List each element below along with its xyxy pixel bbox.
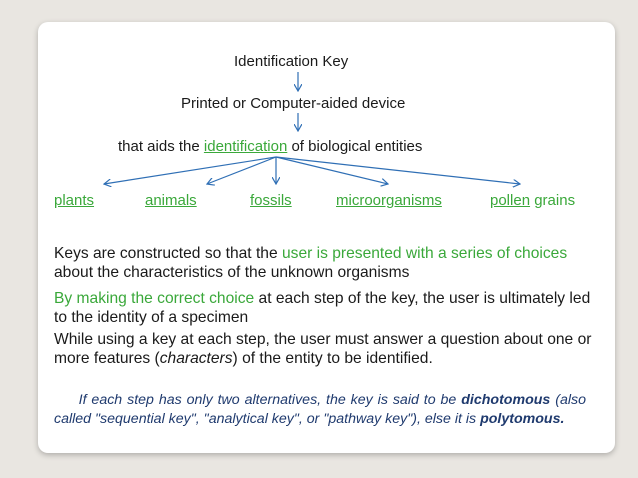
note-dichotomous: dichotomous — [461, 392, 551, 408]
p2-text-b: at each step of the key, the user is ultimately led to the identity of a specimen — [54, 290, 591, 326]
paragraph-3 — [54, 330, 599, 368]
p1-highlight: user is presented with a series of choices — [281, 245, 568, 262]
p3-characters: characters — [159, 350, 233, 367]
entity-pollen-link[interactable]: pollen — [490, 192, 531, 209]
paragraph-2 — [54, 289, 599, 327]
p1-text-a: Keys are constructed so that the — [54, 245, 282, 262]
p3-text-a: While using a key at each step, the user must answer a question about one or more features ( — [54, 331, 592, 367]
aids-prefix: that aids the — [118, 138, 204, 155]
arrow-to-plants — [104, 157, 276, 184]
entity-fossils[interactable]: fossils — [250, 192, 292, 209]
entity-microorganisms[interactable]: microorganisms — [336, 192, 442, 209]
note-text-c: (also called "sequential key", "analytical key", or "pathway key"), else it is — [54, 392, 586, 427]
arrow-to-pollen — [276, 157, 520, 184]
arrow-to-animals — [207, 157, 276, 184]
diagram-title: Identification Key — [234, 53, 349, 70]
arrow-to-microorganisms — [276, 157, 388, 184]
p3-text-c: ) of the entity to be identified. — [232, 350, 433, 367]
aids-node — [118, 138, 422, 156]
note-polytomous: polytomous. — [480, 411, 565, 427]
identification-link[interactable]: identification — [203, 138, 288, 155]
dichotomous-note — [54, 391, 586, 429]
p2-highlight: By making the correct choice — [54, 290, 255, 307]
entity-pollen-suffix: grains — [530, 192, 576, 209]
p1-text-c: about the characteristics of the unknown organisms — [54, 264, 410, 281]
entity-animals[interactable]: animals — [145, 192, 197, 209]
entity-pollen — [490, 192, 575, 210]
aids-suffix: of biological entities — [287, 138, 423, 155]
device-node: Printed or Computer-aided device — [181, 95, 406, 112]
paragraph-1 — [54, 244, 599, 282]
note-text-a: If each step has only two alternatives, the key is said to be — [78, 392, 462, 408]
entity-plants[interactable]: plants — [54, 192, 95, 209]
